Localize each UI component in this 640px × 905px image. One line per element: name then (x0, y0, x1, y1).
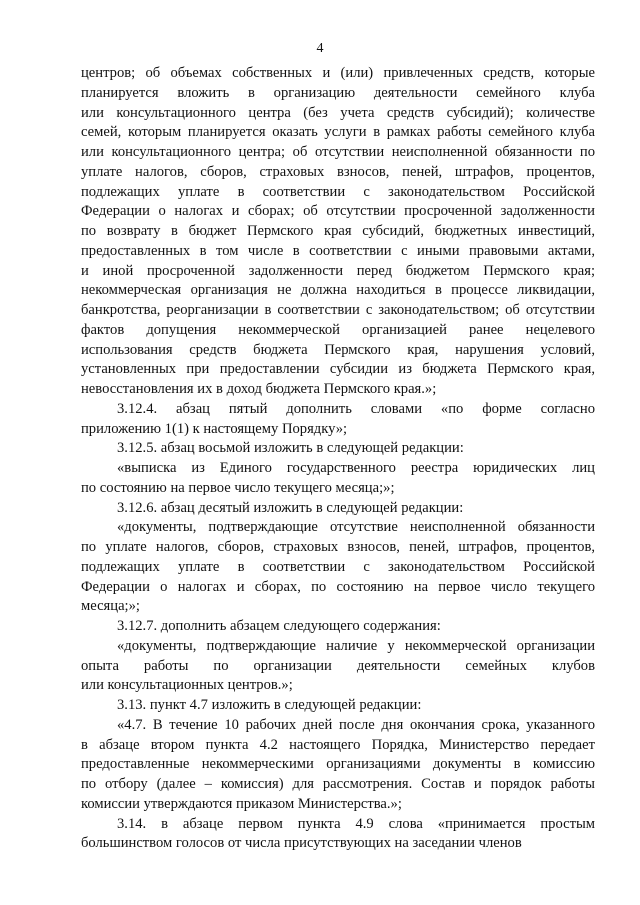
text-line: 3.12.6. абзац десятый изложить в следующей редакции: (117, 499, 464, 516)
text-line: центров; об объемах собственных и (или) привлеченных средств, которые (81, 65, 595, 81)
text-line: или консультационных центров.»; (81, 677, 293, 694)
text-line: уплате налогов, сборов, страховых взносов, пеней, штрафов, процентов, (81, 163, 595, 180)
text-line: 3.14. в абзаце первом пункта 4.9 слова «принимается простым (117, 815, 595, 832)
page-number: 4 (316, 41, 324, 56)
text-line: 3.13. пункт 4.7 изложить в следующей редакции: (117, 697, 422, 713)
text-line: подлежащих уплате в соответствии с законодательством Российской (81, 183, 595, 200)
text-line: комиссии утверждаются приказом Министерства.»; (81, 795, 402, 812)
text-line: «выписка из Единого государственного реестра юридических лиц (117, 460, 595, 476)
text-line: опыта работы по организации деятельности семейных клубов (81, 657, 595, 674)
text-line: Федерации о налогах и сборах, по состоянию на первое число текущего (81, 578, 595, 595)
text-line: и иной просроченной задолженности перед бюджетом Пермского края; (81, 262, 595, 279)
text-line: «документы, подтверждающие отсутствие неисполненной обязанности (117, 519, 595, 536)
text-line: предоставленные некоммерческими организациями документы в комиссию (81, 756, 595, 773)
text-line: 3.12.4. абзац пятый дополнить словами «по форме согласно (117, 400, 595, 417)
text-line: по уплате налогов, сборов, страховых взносов, пеней, штрафов, процентов, (81, 539, 595, 555)
text-line: использования средств бюджета Пермского края, нарушения условий, (81, 341, 595, 358)
text-line: «документы, подтверждающие наличие у некоммерческой организации (117, 637, 595, 654)
text-line: 3.12.5. абзац восьмой изложить в следующей редакции: (117, 440, 464, 457)
text-line: некоммерческая организация не должна находиться в процессе ликвидации, (81, 282, 595, 299)
text-line: в абзаце втором пункта 4.2 настоящего Порядка, Министерство передает (81, 736, 595, 753)
text-line: планируется вложить в организацию деятельности семейного клуба (81, 84, 595, 101)
text-line: по отбору (далее – комиссия) для рассмотрения. Состав и порядок работы (81, 776, 595, 792)
text-line: «4.7. В течение 10 рабочих дней после дня окончания срока, указанного (117, 716, 595, 733)
document-body (81, 64, 595, 854)
text-line: по состоянию на первое число текущего месяца;»; (81, 479, 395, 496)
text-line: фактов допущения некоммерческой организацией ранее нецелевого (81, 321, 595, 338)
text-line: банкротства, реорганизации в соответствии с законодательством; об отсутствии (81, 302, 595, 318)
text-line: большинством голосов от числа присутствующих на заседании членов (81, 835, 522, 852)
text-line: приложению 1(1) к настоящему Порядку»; (81, 420, 348, 437)
text-line: Федерации о налогах и сборах; об отсутствии просроченной задолженности (81, 203, 595, 220)
text-line: 3.12.7. дополнить абзацем следующего содержания: (117, 618, 441, 634)
text-line: или консультационного центра (без учета средств субсидий); количестве (81, 104, 595, 121)
text-line: невосстановления их в доход бюджета Пермского края.»; (81, 381, 437, 397)
text-line: установленных при предоставлении субсидии из бюджета Пермского края, (81, 361, 595, 378)
text-line: или консультационного центра; об отсутствии неисполненной обязанности по (81, 144, 595, 160)
text-line: подлежащих уплате в соответствии с законодательством Российской (81, 558, 595, 575)
text-line: семей, которым планируется оказать услуги в рамках работы семейного клуба (81, 124, 595, 141)
text-line: месяца;»; (81, 598, 140, 615)
text-line: предоставленных в том числе в соответствии с иными правовыми актами, (81, 242, 595, 259)
text-line: по возврату в бюджет Пермского края субсидий, бюджетных инвестиций, (81, 223, 595, 239)
